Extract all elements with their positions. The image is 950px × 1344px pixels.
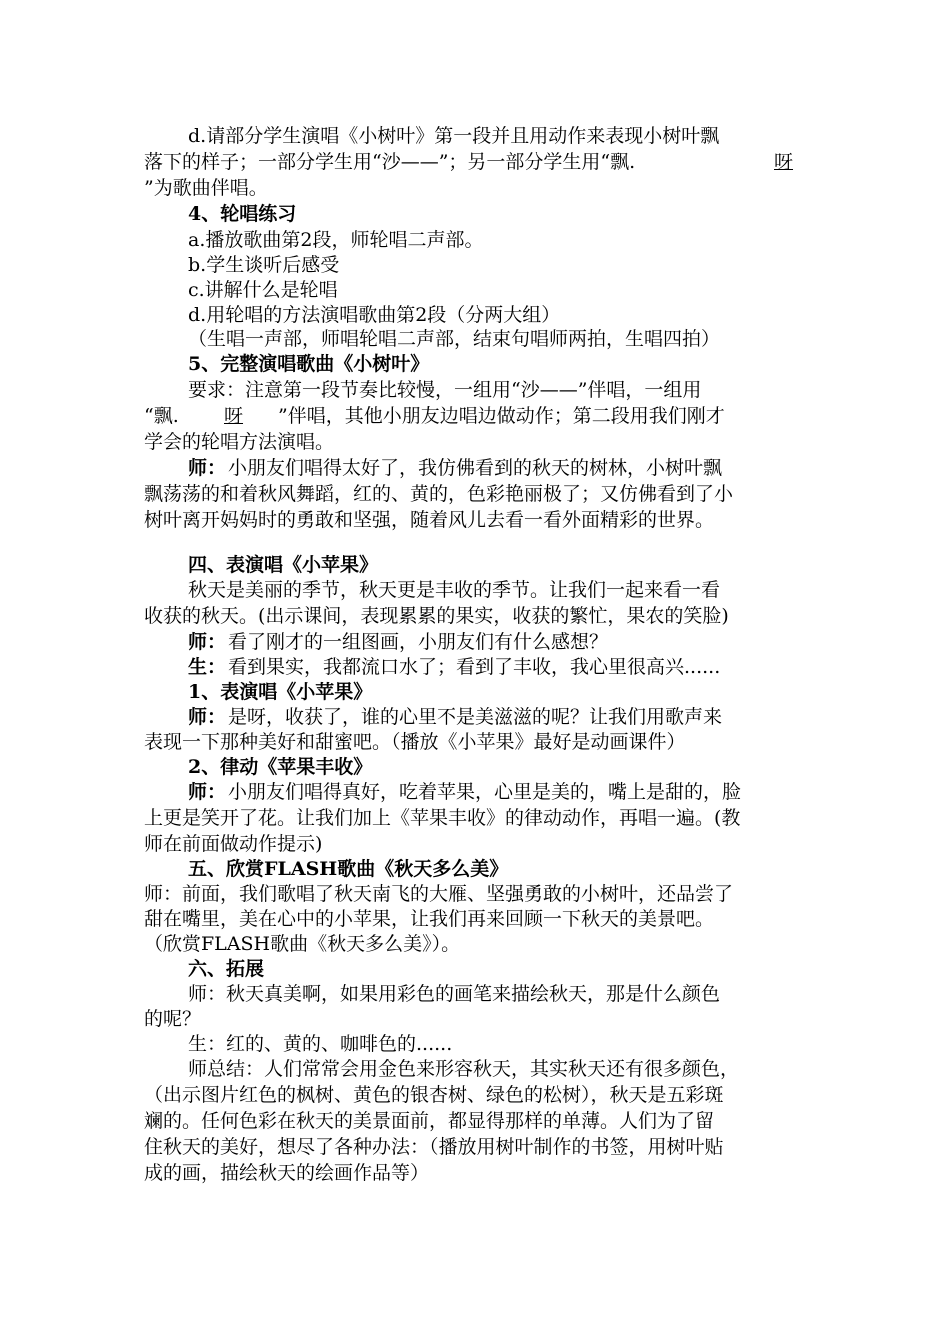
text-line: 师：前面，我们歌唱了秋天南飞的大雁、坚强勇敢的小树叶，还品尝了: [144, 883, 734, 905]
text-line: 看了刚才的一组图画，小朋友们有什么感想？: [228, 631, 609, 653]
section-heading: 1、表演唱《小苹果》: [188, 681, 373, 703]
text-line: 的呢？: [144, 1008, 202, 1030]
text-line: （欣赏FLASH歌曲《秋天多么美》）。: [144, 933, 461, 955]
text-line: ”为歌曲伴唱。: [144, 177, 268, 199]
text-line: 飘荡荡的和着秋风舞蹈，红的、黄的，色彩艳丽极了；又仿佛看到了小: [144, 483, 734, 505]
text-line: （出示图片红色的枫树、黄色的银杏树、绿色的松树），秋天是五彩斑: [144, 1084, 724, 1106]
text-line: 树叶离开妈妈时的勇敢和坚强，随着风儿去看一看外面精彩的世界。: [144, 509, 715, 531]
text-line: 上更是笑开了花。让我们加上《苹果丰收》的律动动作，再唱一遍。(教: [144, 807, 741, 829]
text-line: 收获的秋天。(出示课间，表现累累的果实，收获的繁忙，果农的笑脸): [144, 605, 729, 627]
text-line: 成的画，描绘秋天的绘画作品等）: [144, 1162, 430, 1184]
text-line: d.请部分学生演唱《小树叶》第一段并且用动作来表现小树叶飘: [188, 125, 720, 147]
text-line: 表现一下那种美好和甜蜜吧。（播放《小苹果》最好是动画课件）: [144, 731, 686, 753]
underlined-word: 呀: [774, 151, 794, 173]
section-heading: 4、轮唱练习: [188, 203, 297, 225]
section-heading: 2、律动《苹果丰收》: [188, 756, 373, 778]
speaker-label: 师：: [188, 631, 227, 653]
text-line: 住秋天的美好，想尽了各种办法：（播放用树叶制作的书签，用树叶贴: [144, 1136, 724, 1158]
text-line: c.讲解什么是轮唱: [188, 279, 338, 301]
text-line: 看到果实，我都流口水了；看到了丰收，我心里很高兴......: [228, 656, 721, 678]
text-line: 师在前面做动作提示): [144, 833, 323, 855]
text-line: b.学生谈听后感受: [188, 254, 340, 276]
text-line: 落下的样子；一部分学生用“沙——”；另一部分学生用“飘.: [144, 151, 636, 173]
section-heading: 5、完整演唱歌曲《小树叶》: [188, 353, 430, 375]
text-line: 秋天是美丽的季节，秋天更是丰收的季节。让我们一起来看一看: [188, 579, 721, 601]
section-heading: 四、表演唱《小苹果》: [188, 554, 379, 576]
text-line: 生：红的、黄的、咖啡色的......: [188, 1033, 453, 1055]
speaker-label: 师：: [188, 781, 227, 803]
text-line: （生唱一声部，师唱轮唱二声部，结束句唱师两拍，生唱四拍）: [188, 328, 721, 350]
text-line: d.用轮唱的方法演唱歌曲第2段（分两大组）: [188, 304, 561, 326]
text-line: 是呀，收获了，谁的心里不是美滋滋的呢？让我们用歌声来: [228, 706, 723, 728]
underlined-word: 呀: [224, 405, 244, 427]
text-line: 小朋友们唱得太好了，我仿佛看到的秋天的树林，小树叶飘: [228, 457, 723, 479]
text-line: 要求：注意第一段节奏比较慢，一组用“沙——”伴唱，一组用: [188, 379, 702, 401]
section-heading: 五、欣赏FLASH歌曲《秋天多么美》: [188, 858, 509, 880]
text-line: ”伴唱，其他小朋友边唱边做动作；第二段用我们刚才: [278, 405, 725, 427]
speaker-label: 师：: [188, 706, 227, 728]
text-line: a.播放歌曲第2段，师轮唱二声部。: [188, 229, 484, 251]
text-line: 师总结：人们常常会用金色来形容秋天，其实秋天还有很多颜色，: [188, 1058, 740, 1080]
text-line: 师：秋天真美啊，如果用彩色的画笔来描绘秋天，那是什么颜色: [188, 983, 721, 1005]
text-line: 甜在嘴里，美在心中的小苹果，让我们再来回顾一下秋天的美景吧。: [144, 908, 715, 930]
text-line: 学会的轮唱方法演唱。: [144, 431, 335, 453]
text-line: 小朋友们唱得真好，吃着苹果，心里是美的，嘴上是甜的，脸: [228, 781, 742, 803]
text-line: 斓的。任何色彩在秋天的美景面前，都显得那样的单薄。人们为了留: [144, 1110, 715, 1132]
speaker-label: 师：: [188, 457, 227, 479]
section-heading: 六、拓展: [188, 958, 265, 980]
speaker-label: 生：: [188, 656, 227, 678]
text-line: “飘.: [144, 405, 179, 427]
